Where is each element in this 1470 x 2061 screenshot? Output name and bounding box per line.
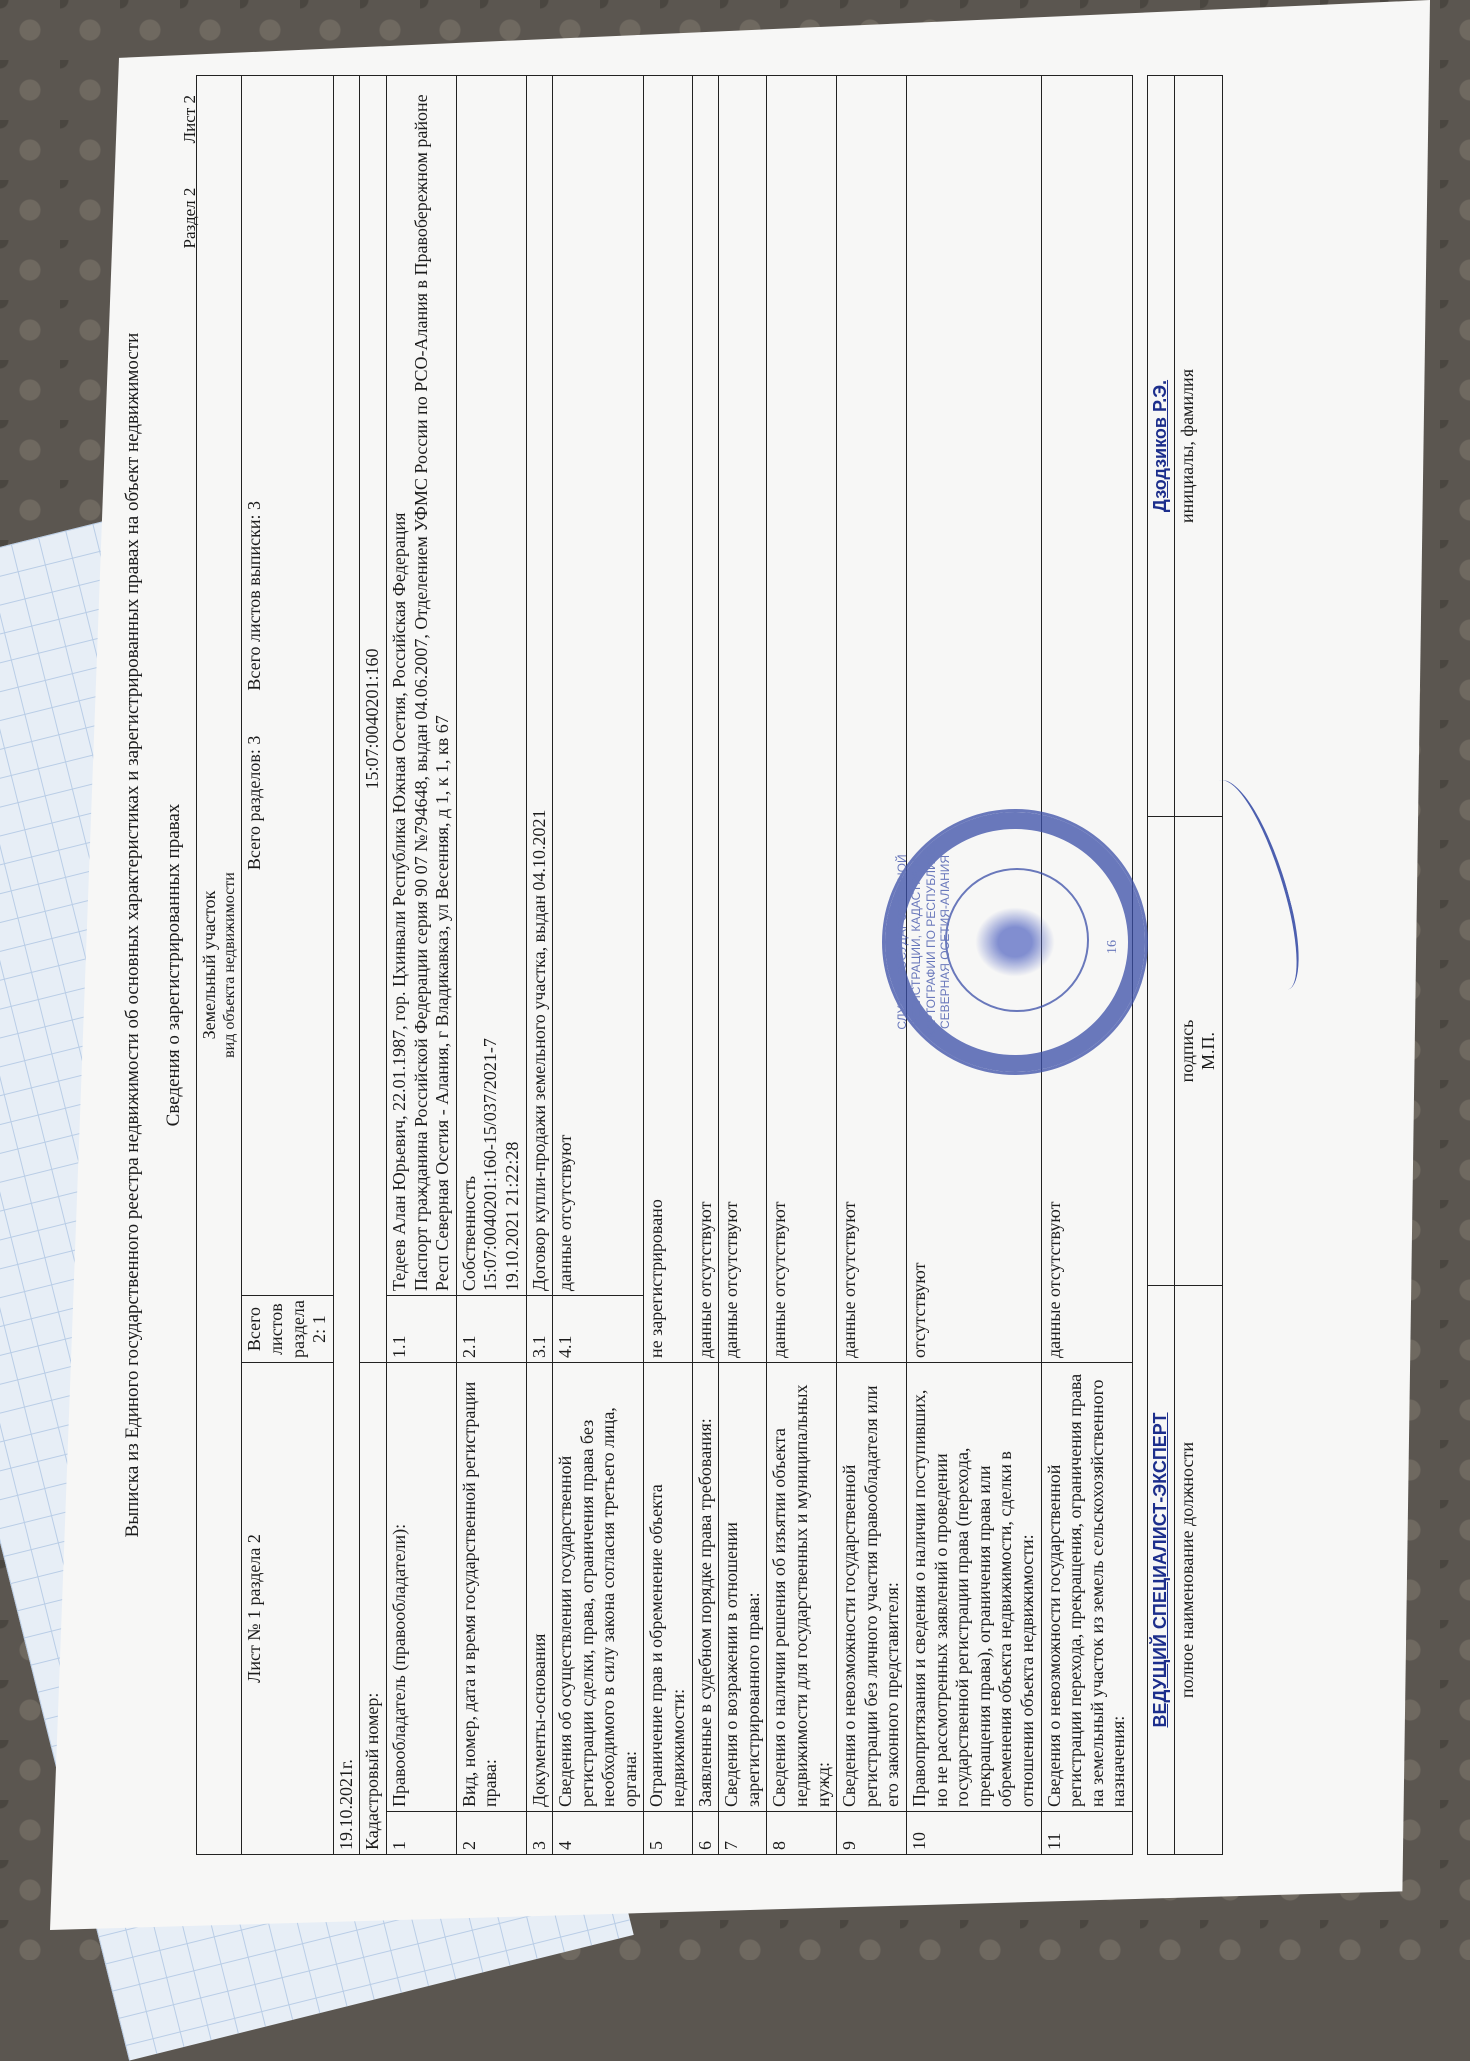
cadastral-value: 15:07:0040201:160 — [360, 76, 387, 1363]
table-row — [692, 76, 719, 1855]
section-label: Раздел 2 — [180, 187, 199, 249]
signature-footer — [1147, 75, 1223, 1855]
row-value: отсутствуют — [907, 76, 1042, 1363]
rights-rows — [386, 76, 1132, 1855]
row-label: Вид, номер, дата и время государственной регистрации права: — [456, 1363, 526, 1812]
document-title: Выписка из Единого государственного реестра недвижимости об основных характеристиках и зарегистрированных правах на объект недвижимости — [122, 332, 143, 1538]
stamp-text: СЛУЖБА ГОСУДАРСТВЕННОЙ РЕГИСТРАЦИИ, КАДАСТРА И КАРТОГРАФИИ ПО РЕСПУБЛИКЕ СЕВЕРНАЯ ОСЕТИЯ-АЛАНИЯ — [895, 846, 953, 1038]
date-cell: 19.10.2021г. — [333, 76, 360, 1855]
document-subtitle: Сведения о зарегистрированных правах — [162, 803, 184, 1127]
row-label: Сведения о невозможности государственной регистрации перехода, прекращения, ограничения права на земельный участок из земель сельскохозяйственного назначения: — [1041, 1363, 1132, 1812]
row-value: Тедеев Алан Юрьевич, 22.01.1987, гор. Цхинвали Республика Южная Осетия, Российская Федерация Паспорт гражданина Российской Федерации серия 90 07 №794648, выдан 04.06.2007, Отделением УФМС России по РСО-Алания в Правобережном районе Респ Северная Осетия - Алания, г Владикавказ, ул Весенняя, д 1, к 1, кв 67 — [386, 76, 456, 1296]
table-row — [553, 76, 644, 1855]
table-row — [837, 76, 907, 1855]
position-title: ВЕДУЩИЙ СПЕЦИАЛИСТ-ЭКСПЕРТ — [1149, 1412, 1170, 1728]
row-label: Правопритязания и сведения о наличии поступивших, но не рассмотренных заявлений о проведении государственной регистрации права (перехода, прекращения права), ограничения права или обременения объекта недвижимости, сделки в отношении объекта недвижимости: — [907, 1363, 1042, 1812]
signer-name: Дзодзиков Р.Э. — [1149, 379, 1170, 513]
row-number: 6 — [692, 1812, 719, 1855]
signature-caption: подпись — [1176, 1019, 1197, 1083]
signature-cell — [1147, 817, 1174, 1286]
row-subnumber: 1.1 — [386, 1296, 456, 1363]
row-label: Сведения об осуществлении государственной регистрации сделки, права, ограничения права без необходимого в силу закона согласия третьего лица, органа: — [553, 1363, 644, 1812]
row-value: данные отсутствуют — [553, 76, 644, 1296]
row-value: Собственность 15:07:0040201:160-15/037/2021-7 19.10.2021 21:22:28 — [456, 76, 526, 1296]
row-number: 11 — [1041, 1812, 1132, 1855]
table-row — [386, 76, 456, 1855]
row-value: Договор купли-продажи земельного участка, выдан 04.10.2021 — [526, 76, 553, 1296]
table-row — [719, 76, 767, 1855]
sheet-no-cell: Лист № 1 раздела 2 — [242, 1363, 333, 1855]
row-value: данные отсутствуют — [1041, 76, 1132, 1363]
row-label: Сведения о наличии решения об изъятии объекта недвижимости для государственных и муниципальных нужд: — [767, 1363, 837, 1812]
document-content — [122, 75, 1382, 1855]
row-value: данные отсутствуют — [692, 76, 719, 1363]
row-subnumber: 3.1 — [526, 1296, 553, 1363]
row-number: 4 — [553, 1812, 644, 1855]
sheet-label: Лист 2 — [180, 95, 199, 144]
row-number: 2 — [456, 1812, 526, 1855]
name-cell — [1147, 76, 1174, 817]
row-number: 5 — [644, 1812, 692, 1855]
name-caption: инициалы, фамилия — [1174, 76, 1222, 817]
row-number: 7 — [719, 1812, 767, 1855]
table-row — [907, 76, 1042, 1855]
row-label: Сведения о возражении в отношении зарегистрированного права: — [719, 1363, 767, 1812]
row-label: Ограничение прав и обременение объекта недвижимости: — [644, 1363, 692, 1812]
row-number: 3 — [526, 1812, 553, 1855]
row-number: 1 — [386, 1812, 456, 1855]
position-caption: полное наименование должности — [1174, 1286, 1222, 1855]
row-label: Заявленные в судебном порядке права требования: — [692, 1363, 719, 1812]
stamp-caption: М.П. — [1198, 1032, 1219, 1071]
object-type-caption: вид объекта недвижимости — [221, 872, 239, 1058]
rights-table — [196, 75, 1133, 1855]
row-number: 8 — [767, 1812, 837, 1855]
row-number: 9 — [837, 1812, 907, 1855]
row-subnumber: 2.1 — [456, 1296, 526, 1363]
sections-total: Всего разделов: 3 — [244, 735, 265, 871]
cadastral-label: Кадастровый номер: — [360, 1363, 387, 1855]
object-type: Земельный участок — [198, 890, 219, 1040]
table-row — [526, 76, 553, 1855]
sheets-total-section-cell: Всего листов раздела 2: 1 — [242, 1296, 333, 1363]
signature-caption-cell — [1174, 817, 1222, 1286]
table-row — [644, 76, 692, 1855]
row-value: данные отсутствуют — [767, 76, 837, 1363]
position-cell — [1147, 1286, 1174, 1855]
row-number: 10 — [907, 1812, 1042, 1855]
row-label: Сведения о невозможности государственной регистрации без личного участия правообладателя или его законного представителя: — [837, 1363, 907, 1812]
stamp-number: 16 — [1105, 940, 1120, 954]
row-subnumber: 4.1 — [553, 1296, 644, 1363]
table-row — [767, 76, 837, 1855]
row-value: данные отсутствуют — [719, 76, 767, 1363]
section-sheet-label — [180, 95, 200, 288]
row-label: Правообладатель (правообладатели): — [386, 1363, 456, 1812]
object-type-cell — [196, 76, 242, 1855]
table-row — [456, 76, 526, 1855]
row-label: Документы-основания — [526, 1363, 553, 1812]
row-value: не зарегистрировано — [644, 76, 692, 1363]
sheets-total: Всего листов выписки: 3 — [244, 500, 265, 691]
row-value: данные отсутствуют — [837, 76, 907, 1363]
table-row — [1041, 76, 1132, 1855]
sections-total-cell — [242, 76, 333, 1296]
